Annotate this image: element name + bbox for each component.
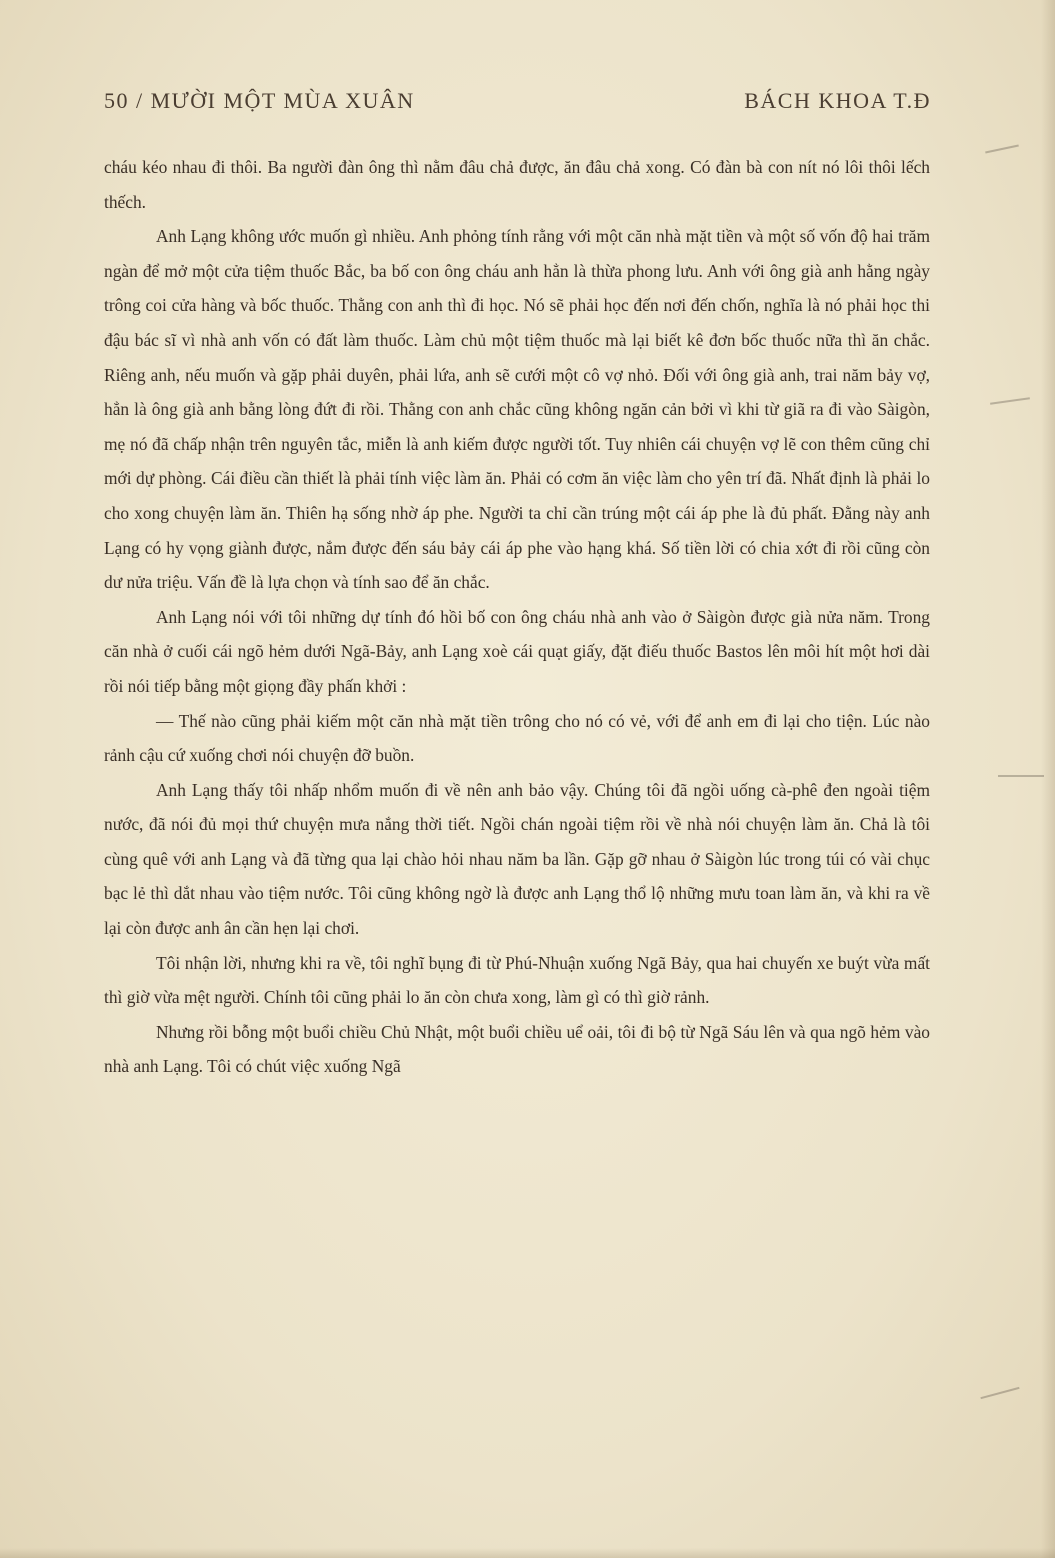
paragraph: cháu kéo nhau đi thôi. Ba người đàn ông thì nằm đâu chả được, ăn đâu chả xong. Có đàn bà con nít nó lôi thôi lếch thếch.: [104, 157, 930, 212]
paragraph: Anh Lạng không ước muốn gì nhiều. Anh phỏng tính rằng với một căn nhà mặt tiền và một số vốn độ hai trăm ngàn để mở một cửa tiệm thuốc Bắc, ba bố con ông cháu anh hẳn là thừa phong lưu. Anh với ông già anh hằng ngày trông coi cửa hàng và bốc thuốc. Thằng con anh thì đi học. Nó sẽ phải học đến nơi đến chốn, nghĩa là nó phải học thi đậu bác sĩ vì nhà anh vốn có đất làm thuốc. Làm chủ một tiệm thuốc mà lại biết kê đơn bốc thuốc nữa thì ăn chắc. Riêng anh, nếu muốn và gặp phải duyên, phải lứa, anh sẽ cưới một cô vợ nhỏ. Đối với ông già anh, trai năm bảy vợ, hẳn là ông già anh bằng lòng đứt đi rồi. Thằng con anh chắc cũng không ngăn cản bởi vì khi từ giã ra đi vào Sàigòn, mẹ nó đã chấp nhận trên nguyên tắc, miễn là anh kiếm được người tốt. Tuy nhiên cái chuyện vợ lẽ con thêm cũng chỉ mới dự phòng. Cái điều cần thiết là phải tính việc làm ăn. Phải có cơm ăn việc làm cho yên trí đã. Nhất định là phải lo cho xong chuyện làm ăn. Thiên hạ sống nhờ áp phe. Người ta chỉ cần trúng một cái áp phe là đủ phất. Đằng này anh Lạng có hy vọng giành được, nắm được đến sáu bảy cái áp phe vào hạng khá. Số tiền lời có chia xớt đi rồi cũng còn dư nửa triệu. Vấn đề là lựa chọn và tính sao để ăn chắc.: [104, 226, 930, 593]
paper-mark: [998, 775, 1044, 777]
page-number: 50: [104, 88, 129, 113]
page-edge-shadow-right: [1041, 0, 1055, 1558]
dialogue-paragraph: — Thế nào cũng phải kiếm một căn nhà mặt tiền trông cho nó có vẻ, với để anh em đi lại cho tiện. Lúc nào rảnh cậu cứ xuống chơi nói chuyện đỡ buồn.: [104, 710, 930, 766]
paragraph: Tôi nhận lời, nhưng khi ra về, tôi nghĩ bụng đi từ Phú-Nhuận xuống Ngã Bảy, qua hai chuyến xe buýt vừa mất thì giờ vừa mệt người. Chính tôi cũng phải lo ăn còn chưa xong, làm gì có thì giờ rảnh.: [104, 952, 930, 1008]
book-title: MƯỜI MỘT MÙA XUÂN: [150, 88, 415, 113]
header-separator: /: [136, 88, 144, 113]
header-left: [104, 88, 415, 114]
running-header: [104, 88, 931, 114]
paragraph: Anh Lạng thấy tôi nhấp nhổm muốn đi về nên anh bảo vậy. Chúng tôi đã ngồi uống cà-phê đen ngoài tiệm nước, đã nói đủ mọi thứ chuyện mưa nắng thời tiết. Ngồi chán ngoài tiệm rồi về nhà nói chuyện làm ăn. Chả là tôi cùng quê với anh Lạng và đã từng qua lại chào hỏi nhau năm ba lần. Gặp gỡ nhau ở Sàigòn lúc trong túi có vài chục bạc lẻ thì dắt nhau vào tiệm nước. Tôi cũng không ngờ là được anh Lạng thổ lộ những mưu toan làm ăn, và khi ra về lại còn được anh ân cần hẹn lại chơi.: [104, 779, 930, 939]
paragraph: Anh Lạng nói với tôi những dự tính đó hồi bố con ông cháu nhà anh vào ở Sàigòn được già nửa năm. Trong căn nhà ở cuối cái ngõ hẻm dưới Ngã-Bảy, anh Lạng xoè cái quạt giấy, đặt điếu thuốc Bastos lên môi hít một hơi dài rồi nói tiếp bằng một giọng đầy phấn khởi :: [104, 606, 930, 696]
paper-mark: [990, 397, 1030, 405]
paper-mark: [985, 144, 1019, 153]
paper-mark: [980, 1387, 1019, 1399]
paragraph: Nhưng rồi bỗng một buổi chiều Chủ Nhật, một buổi chiều uể oải, tôi đi bộ từ Ngã Sáu lên và qua ngõ hẻm vào nhà anh Lạng. Tôi có chút việc xuống Ngã: [104, 1021, 930, 1077]
header-author: BÁCH KHOA T.Đ: [744, 88, 931, 113]
body-text: [104, 150, 930, 1084]
page-edge-shadow-bottom: [0, 1548, 1055, 1558]
